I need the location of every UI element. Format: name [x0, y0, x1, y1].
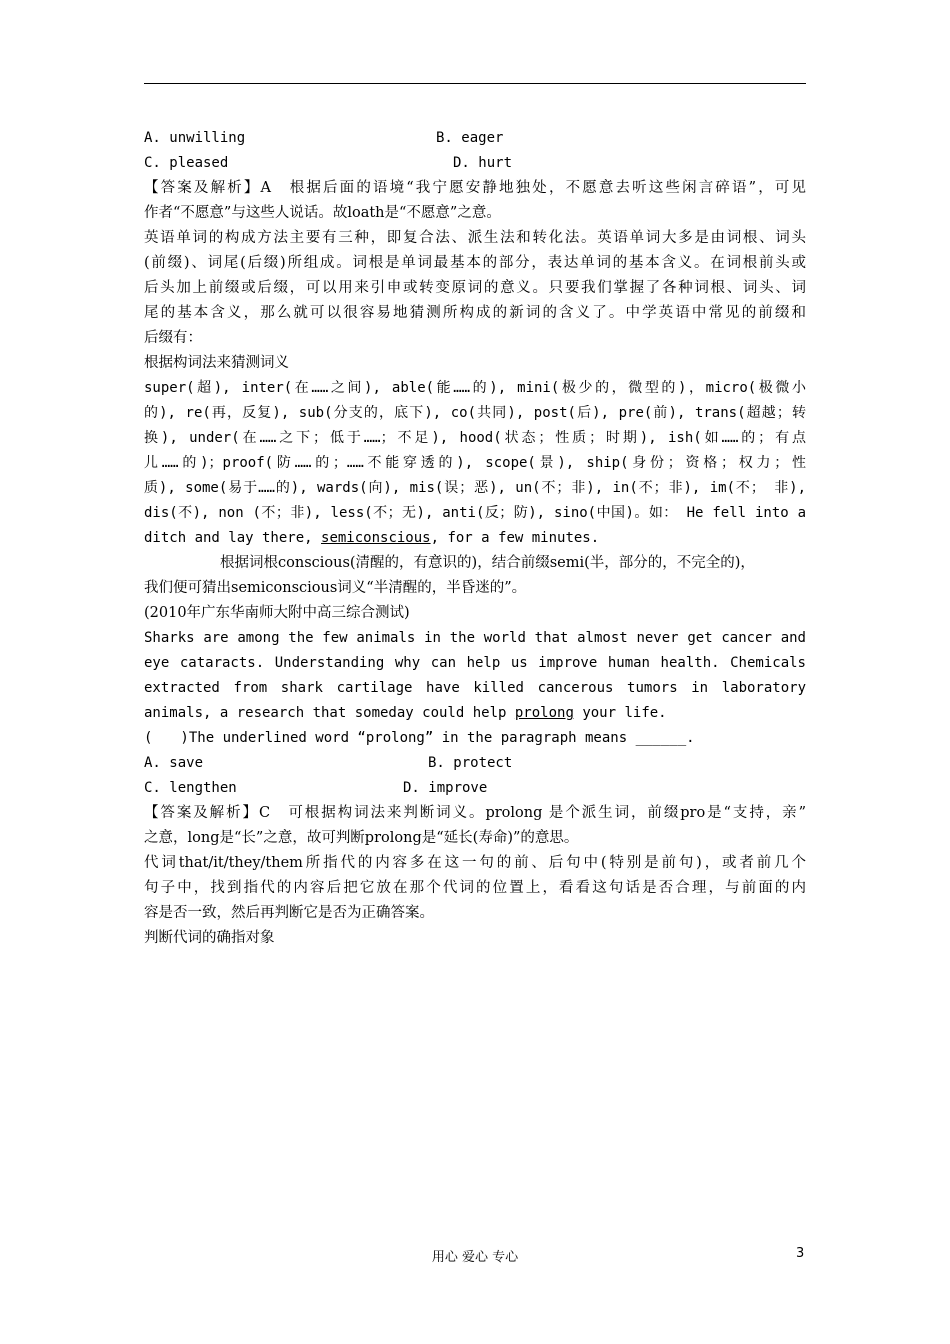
passage-post: your life. — [573, 705, 667, 721]
page-body — [144, 126, 806, 951]
affix-line5: 质), some(易于……的), wards(向), mis(误；恶), un(不；非), in(不；非), im(不； 非), — [144, 480, 806, 496]
para1-line4: 尾的基本含义，那么就可以很容易地猜测所构成的新词的含义了。中学英语中常见的前缀和 — [144, 305, 806, 321]
source-note: (2010年广东华南师大附中高三综合测试) — [144, 605, 410, 621]
passage-line1: Sharks are among the few animals in the world that almost never get cancer and — [144, 630, 806, 646]
example-underlined-word: semiconscious — [321, 530, 431, 546]
heading-word-formation: 根据构词法来猜测词义 — [144, 355, 289, 371]
q1-options-row2 — [144, 151, 806, 176]
footer-slogan: 用心 爱心 专心 — [431, 1250, 519, 1265]
para1-line2: (前缀)、词尾(后缀)所组成。词根是单词最基本的部分，表达单词的基本含义。在词根前头或 — [144, 255, 806, 271]
affix-line3: 换), under(在……之下；低于……；不足), hood(状态；性质；时期), ish(如……的；有点 — [144, 430, 806, 446]
q1-option-a: A. unwilling — [144, 130, 246, 146]
affix-line4: 儿……的)；proof(防……的；……不能穿透的), scope(景), ship(身份；资格；权力；性 — [144, 455, 806, 471]
q2-option-c: C. lengthen — [144, 780, 237, 796]
para2-line2: 句子中，找到指代的内容后把它放在那个代词的位置上，看看这句话是否合理，与前面的内 — [144, 880, 806, 896]
example-post: , for a few minutes. — [430, 530, 600, 546]
para2-line3: 容是否一致，然后再判断它是否为正确答案。 — [144, 905, 434, 921]
example-sentence — [144, 526, 806, 551]
passage-line3: extracted from shark cartilage have killed cancerous tumors in laboratory — [144, 680, 806, 696]
q1-option-b: B. eager — [436, 130, 504, 146]
q1-option-d: D. hurt — [453, 155, 513, 171]
q2-answer-line1: 【答案及解析】C 可根据构词法来判断词义。prolong 是个派生词，前缀pro是“支持，亲” — [144, 805, 806, 821]
q2-option-b: B. protect — [428, 755, 513, 771]
page-number: 3 — [796, 1246, 805, 1261]
q1-options-row1 — [144, 126, 806, 151]
q1-answer-line1: 【答案及解析】A 根据后面的语境“我宁愿安静地独处，不愿意去听这些闲言碎语”，可见 — [144, 180, 806, 196]
q1-option-c: C. pleased — [144, 155, 229, 171]
passage-line2: eye cataracts. Understanding why can help us improve human health. Chemicals — [144, 655, 806, 671]
q2-stem: ( )The underlined word “prolong” in the paragraph means ______. — [144, 730, 695, 746]
explain-line2: 我们便可猜出semiconscious词义“半清醒的，半昏迷的”。 — [144, 580, 527, 596]
affix-line6: dis(不), non (不；非), less(不；无), anti(反；防), sino(中国)。如： He fell into a — [144, 505, 806, 521]
affix-line1: super(超), inter(在……之间), able(能……的), mini(极少的，微型的)，micro(极微小 — [144, 380, 806, 396]
q2-answer-line2: 之意，long是“长”之意，故可判断prolong是“延长(寿命)”的意思。 — [144, 830, 579, 846]
passage-underlined-word: prolong — [514, 705, 574, 721]
header-rule — [144, 83, 806, 84]
q2-options-row1 — [144, 751, 806, 776]
q2-options-row2 — [144, 776, 806, 801]
example-pre: ditch and lay there, — [144, 530, 322, 546]
para2-line1: 代词that/it/they/them所指代的内容多在这一句的前、后句中(特别是前句)，或者前几个 — [144, 855, 806, 871]
para1-line5: 后缀有： — [144, 330, 202, 346]
heading-pronoun: 判断代词的确指对象 — [144, 930, 275, 946]
para1-line1: 英语单词的构成方法主要有三种，即复合法、派生法和转化法。英语单词大多是由词根、词头 — [144, 230, 806, 246]
affix-line2: 的), re(再，反复), sub(分支的，底下), co(共同), post(后), pre(前), trans(超越；转 — [144, 405, 806, 421]
passage-line4 — [144, 701, 806, 726]
q2-option-d: D. improve — [403, 780, 488, 796]
passage-pre: animals, a research that someday could help — [144, 705, 515, 721]
para1-line3: 后头加上前缀或后缀，可以用来引申或转变原词的意义。只要我们掌握了各种词根、词头、词 — [144, 280, 806, 296]
q2-option-a: A. save — [144, 755, 204, 771]
explain-line1: 根据词根conscious(清醒的，有意识的)，结合前缀semi(半，部分的，不完全的)， — [220, 555, 755, 571]
q1-answer-line2: 作者“不愿意”与这些人说话。故loath是“不愿意”之意。 — [144, 205, 501, 221]
